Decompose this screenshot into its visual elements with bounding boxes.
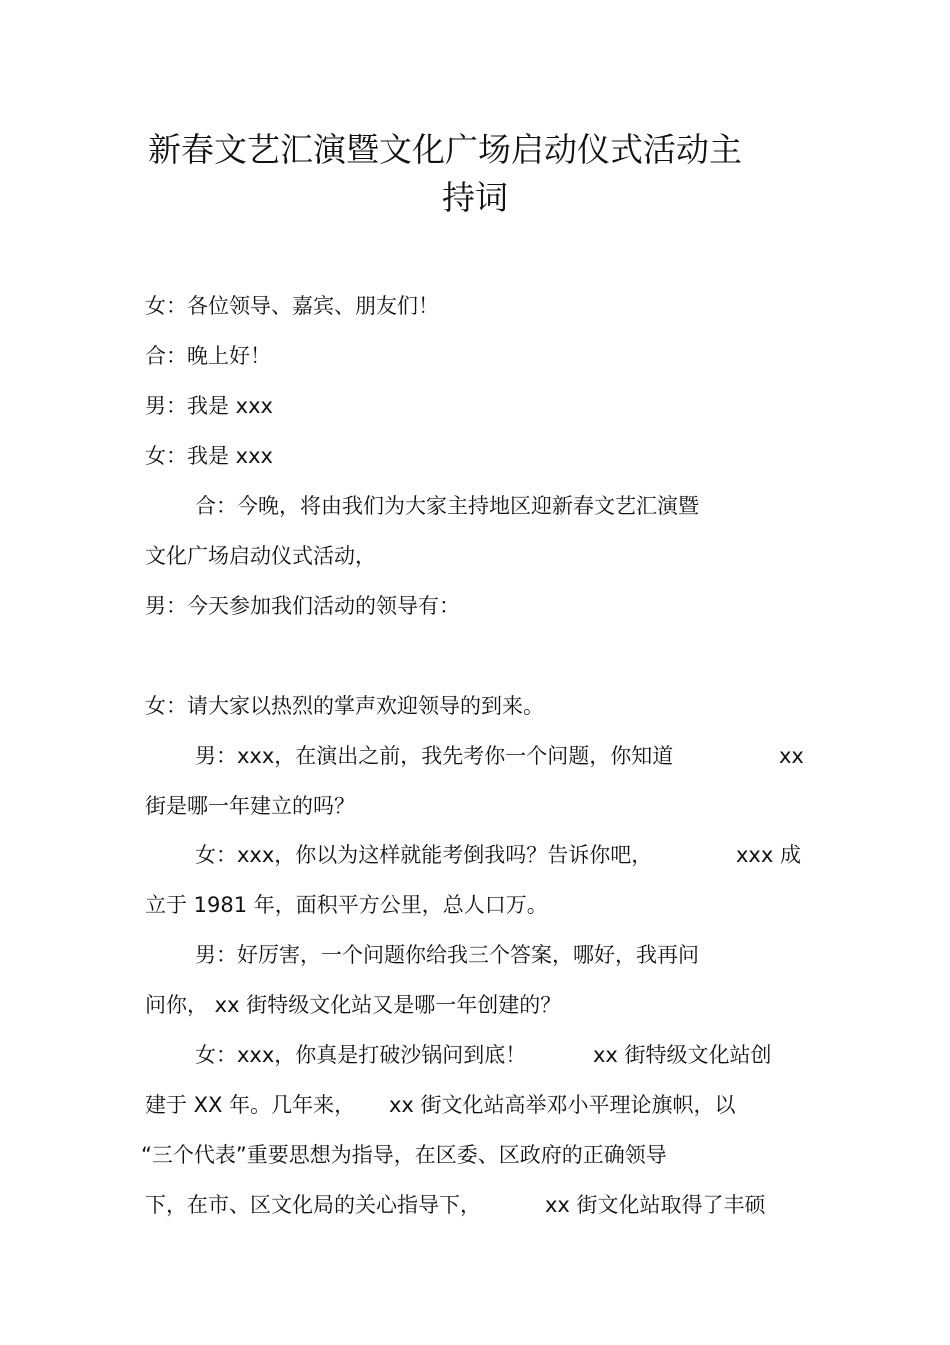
script-line: 街是哪一年建立的吗？ — [145, 794, 355, 818]
script-line: 女：我是 xxx — [145, 444, 273, 468]
script-line: 男：好厉害，一个问题你给我三个答案，哪好，我再问 — [195, 943, 699, 967]
script-line: 合：晚上好！ — [145, 344, 271, 368]
script-line: 问你， xx 街特级文化站又是哪一年创建的？ — [145, 993, 562, 1017]
script-line: 女：xxx，你以为这样就能考倒我吗？告诉你吧， — [195, 843, 653, 867]
document-title-line-2: 持词 — [442, 178, 508, 217]
script-line: “三个代表”重要思想为指导，在区委、区政府的正确领导 — [141, 1143, 667, 1167]
script-line: 下，在市、区文化局的关心指导下， — [145, 1193, 481, 1217]
script-line: 男：我是 xxx — [145, 394, 273, 418]
script-line: 女：请大家以热烈的掌声欢迎领导的到来。 — [145, 694, 544, 718]
script-line-fragment: xx 街文化站取得了丰硕 — [545, 1193, 766, 1217]
script-line: 男：今天参加我们活动的领导有： — [145, 594, 460, 618]
script-line: 男：xxx，在演出之前，我先考你一个问题，你知道 — [195, 744, 674, 768]
script-line: 合：今晚，将由我们为大家主持地区迎新春文艺汇演暨 — [195, 494, 699, 518]
script-line-fragment: xx 街特级文化站创 — [593, 1043, 772, 1067]
script-line-fragment: xx — [779, 744, 804, 768]
document-title-line-1: 新春文艺汇演暨文化广场启动仪式活动主 — [148, 130, 742, 169]
script-line: 文化广场启动仪式活动， — [145, 544, 376, 568]
script-line: 女：xxx，你真是打破沙锅问到底！ — [195, 1043, 527, 1067]
script-line: 立于 1981 年，面积平方公里，总人口万。 — [145, 893, 548, 917]
script-line-fragment: xxx 成 — [736, 843, 801, 867]
script-line-fragment: xx 街文化站高举邓小平理论旗帜，以 — [389, 1093, 736, 1117]
script-line: 建于 XX 年。几年来， — [145, 1093, 356, 1117]
script-line: 女：各位领导、嘉宾、朋友们！ — [145, 294, 439, 318]
